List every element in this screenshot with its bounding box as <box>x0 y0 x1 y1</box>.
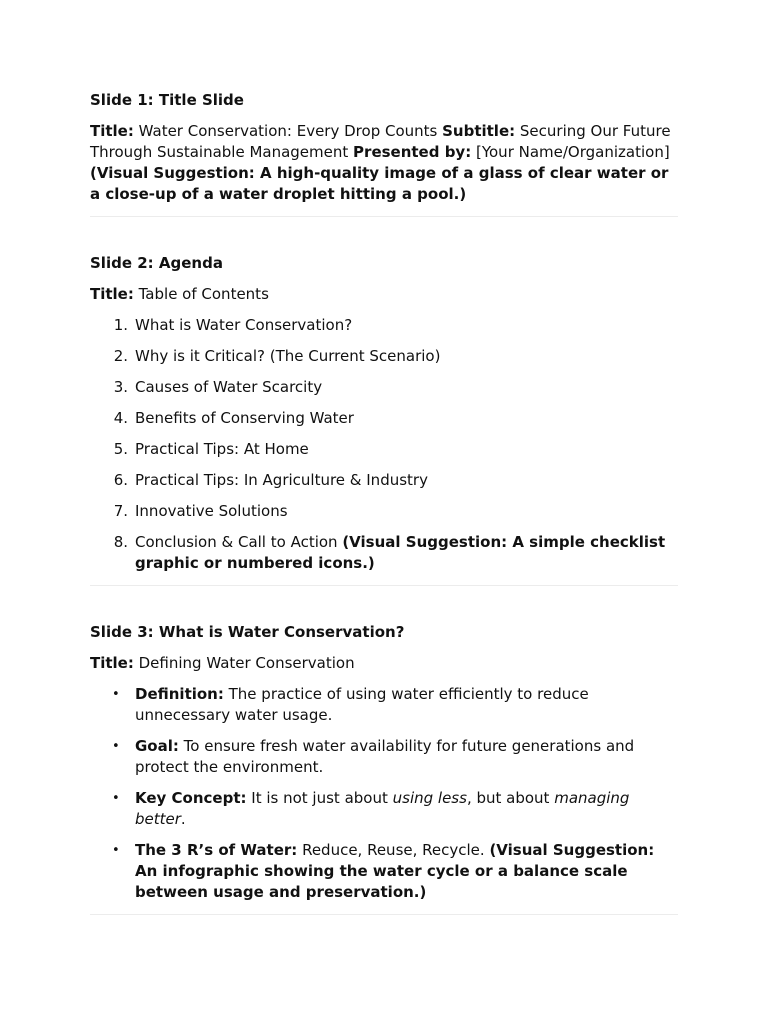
subtitle-value: Securing Our Future Through Sustainable Management <box>90 122 671 161</box>
bullet-icon: • <box>112 687 120 702</box>
title-value: Table of Contents <box>133 285 269 303</box>
key-concept-text: It is not just about <box>246 789 393 807</box>
slide-2-title <box>90 284 678 305</box>
goal-text: To ensure fresh water availability for future generations and protect the environment. <box>135 737 635 776</box>
definition-label: Definition: <box>135 685 224 703</box>
list-item <box>90 439 678 460</box>
list-item <box>90 788 678 830</box>
list-item-text: Causes of Water Scarcity <box>135 378 323 396</box>
title-label: Title: <box>90 285 134 303</box>
list-item <box>90 408 678 429</box>
slide-2-heading: Slide 2: Agenda <box>90 254 223 272</box>
list-number: 4. <box>113 409 128 427</box>
slide-1-heading: Slide 1: Title Slide <box>90 91 244 109</box>
list-number: 3. <box>113 378 128 396</box>
three-rs-label: The 3 R’s of Water: <box>135 841 298 859</box>
presented-by-label: Presented by: <box>353 143 472 161</box>
list-item-text: Conclusion & Call to Action <box>135 533 343 551</box>
list-number: 8. <box>113 533 128 551</box>
key-concept-emphasis: using less <box>392 789 467 807</box>
list-item-text: Practical Tips: In Agriculture & Industry <box>135 471 428 489</box>
list-item <box>90 377 678 398</box>
list-number: 5. <box>113 440 128 458</box>
slide-1-section <box>90 90 678 205</box>
slide-2-section <box>90 253 678 574</box>
goal-label: Goal: <box>135 737 179 755</box>
list-number: 1. <box>113 316 128 334</box>
list-item <box>90 736 678 778</box>
key-concept-text: , but about <box>466 789 555 807</box>
list-number: 6. <box>113 471 128 489</box>
key-concept-text: . <box>180 810 186 828</box>
list-item-text: What is Water Conservation? <box>135 316 353 334</box>
document-page <box>90 90 678 951</box>
title-label: Title: <box>90 122 134 140</box>
slide-3-heading: Slide 3: What is Water Conservation? <box>90 623 405 641</box>
visual-suggestion: (Visual Suggestion: An infographic showing the water cycle or a balance scale between usage and preservation.) <box>135 841 655 901</box>
bullet-icon: • <box>112 843 120 858</box>
agenda-list <box>90 315 678 574</box>
list-item-text: Innovative Solutions <box>135 502 288 520</box>
list-item <box>90 315 678 336</box>
key-concept-emphasis: managing better <box>135 789 630 828</box>
bullet-icon: • <box>112 791 120 806</box>
title-label: Title: <box>90 654 134 672</box>
list-item <box>90 501 678 522</box>
list-item-text: Benefits of Conserving Water <box>135 409 354 427</box>
list-item-text: Why is it Critical? (The Current Scenario) <box>135 347 441 365</box>
list-item <box>90 470 678 491</box>
list-number: 2. <box>113 347 128 365</box>
list-item <box>90 684 678 726</box>
three-rs-text: Reduce, Reuse, Recycle. <box>297 841 490 859</box>
slide-3-title <box>90 653 678 674</box>
title-value: Water Conservation: Every Drop Counts <box>133 122 443 140</box>
visual-suggestion: (Visual Suggestion: A high-quality image of a glass of clear water or a close-up of a water droplet hitting a pool.) <box>90 164 669 203</box>
list-item-text: Practical Tips: At Home <box>135 440 309 458</box>
slide-1-body <box>90 121 678 205</box>
section-divider <box>90 216 678 217</box>
visual-suggestion: (Visual Suggestion: A simple checklist graphic or numbered icons.) <box>135 533 666 572</box>
list-number: 7. <box>113 502 128 520</box>
presented-by-value: [Your Name/Organization] <box>471 143 670 161</box>
subtitle-label: Subtitle: <box>442 122 516 140</box>
section-divider <box>90 914 678 915</box>
list-item <box>90 840 678 903</box>
section-divider <box>90 585 678 586</box>
key-concept-label: Key Concept: <box>135 789 247 807</box>
title-value: Defining Water Conservation <box>133 654 355 672</box>
list-item <box>90 532 678 574</box>
definition-text: The practice of using water efficiently to reduce unnecessary water usage. <box>135 685 589 724</box>
slide-3-section <box>90 622 678 903</box>
concept-list <box>90 684 678 903</box>
bullet-icon: • <box>112 739 120 754</box>
list-item <box>90 346 678 367</box>
